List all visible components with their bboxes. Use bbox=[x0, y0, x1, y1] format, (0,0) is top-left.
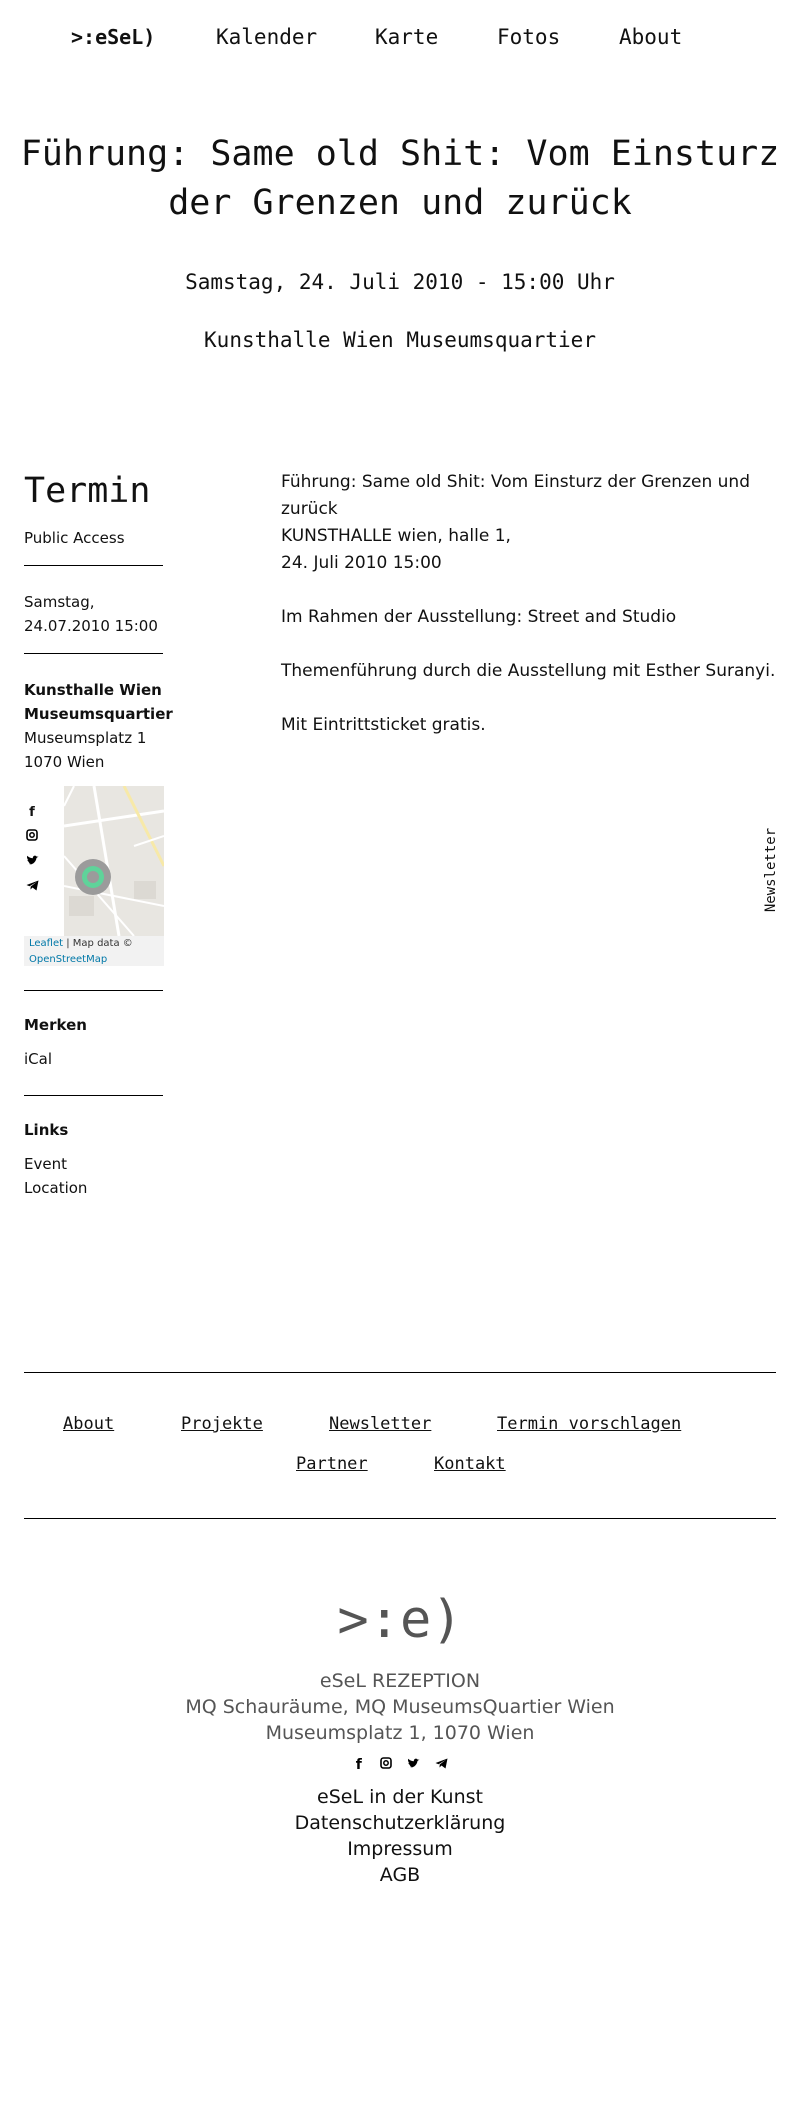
map-attribution bbox=[24, 936, 164, 966]
access-label: Public Access bbox=[24, 529, 125, 547]
event-sidebar bbox=[24, 466, 173, 1200]
instagram-icon[interactable] bbox=[375, 1757, 398, 1773]
sidebar-heading: Termin bbox=[24, 471, 151, 511]
event-link[interactable]: Event bbox=[24, 1155, 67, 1173]
links-heading: Links bbox=[24, 1121, 69, 1139]
social-and-map bbox=[24, 786, 164, 966]
footer-about-link[interactable]: About bbox=[63, 1414, 115, 1434]
telegram-icon[interactable] bbox=[430, 1757, 453, 1773]
newsletter-tab-label: Newsletter bbox=[763, 827, 779, 913]
sidebar-date bbox=[24, 590, 164, 638]
map-marker-icon[interactable] bbox=[75, 859, 111, 895]
nav-fotos[interactable]: Fotos bbox=[497, 25, 561, 49]
location-link[interactable]: Location bbox=[24, 1179, 88, 1197]
footer-divider-top bbox=[24, 1372, 776, 1373]
logo-link[interactable]: >:eSeL) bbox=[71, 25, 156, 49]
description-guide: Themenführung durch die Ausstellung mit Esther Suranyi. bbox=[281, 661, 776, 681]
ical-link[interactable]: iCal bbox=[24, 1050, 53, 1068]
description-intro bbox=[281, 469, 781, 577]
footer-bottom-links bbox=[0, 1784, 800, 1888]
venue-name-1: Kunsthalle Wien bbox=[24, 681, 162, 699]
location-map[interactable] bbox=[64, 786, 164, 936]
description-venue: KUNSTHALLE wien, halle 1, bbox=[281, 526, 511, 546]
event-title: Führung: Same old Shit: Vom Einsturz der Grenzen und zurück bbox=[20, 134, 780, 223]
footer-divider-bottom bbox=[24, 1518, 776, 1519]
nav-about[interactable]: About bbox=[619, 25, 683, 49]
map-data-label: | Map data © bbox=[63, 938, 133, 949]
description-title: Führung: Same old Shit: Vom Einsturz der Grenzen und zurück bbox=[281, 472, 750, 519]
footer-kunst-link[interactable]: eSeL in der Kunst bbox=[317, 1786, 483, 1808]
merken-heading: Merken bbox=[24, 1016, 87, 1034]
footer-agb-link[interactable]: AGB bbox=[379, 1864, 421, 1886]
divider bbox=[24, 565, 163, 566]
venue-street: Museumsplatz 1 bbox=[24, 729, 147, 747]
event-date: Samstag, 24. Juli 2010 - 15:00 Uhr bbox=[185, 270, 615, 294]
event-description bbox=[281, 469, 781, 766]
footer-address-name: eSeL REZEPTION bbox=[319, 1670, 481, 1692]
footer-newsletter-link[interactable]: Newsletter bbox=[329, 1414, 432, 1434]
venue-city: 1070 Wien bbox=[24, 753, 105, 771]
footer-projekte-link[interactable]: Projekte bbox=[181, 1414, 263, 1434]
footer-social bbox=[0, 1757, 800, 1773]
openstreetmap-link[interactable]: OpenStreetMap bbox=[29, 954, 108, 965]
footer-termin-vorschlagen-link[interactable]: Termin vorschlagen bbox=[497, 1414, 682, 1434]
twitter-icon[interactable] bbox=[24, 850, 40, 875]
sidebar-date-time: 24.07.2010 15:00 bbox=[24, 617, 158, 635]
leaflet-link[interactable]: Leaflet bbox=[29, 938, 64, 949]
divider bbox=[24, 653, 163, 654]
footer-partner-link[interactable]: Partner bbox=[296, 1454, 368, 1474]
facebook-icon[interactable]: f bbox=[355, 1757, 362, 1773]
footer-logo[interactable]: >:e) bbox=[337, 1590, 463, 1650]
facebook-icon[interactable]: f bbox=[29, 805, 35, 820]
newsletter-tab[interactable] bbox=[756, 826, 786, 926]
footer-datenschutz-link[interactable]: Datenschutzerklärung bbox=[294, 1812, 506, 1834]
footer-address bbox=[0, 1668, 800, 1746]
twitter-icon[interactable] bbox=[402, 1757, 425, 1773]
map-tiles bbox=[64, 786, 164, 936]
sidebar-venue bbox=[24, 678, 173, 774]
footer-impressum-link[interactable]: Impressum bbox=[347, 1838, 453, 1860]
instagram-icon[interactable] bbox=[24, 825, 40, 850]
footer-address-street: Museumsplatz 1, 1070 Wien bbox=[265, 1722, 535, 1744]
description-exhibition: Im Rahmen der Ausstellung: Street and Studio bbox=[281, 607, 677, 627]
sidebar-date-day: Samstag, bbox=[24, 593, 95, 611]
footer-kontakt-link[interactable]: Kontakt bbox=[434, 1454, 506, 1474]
footer-address-place: MQ Schauräume, MQ MuseumsQuartier Wien bbox=[185, 1696, 615, 1718]
description-ticket: Mit Eintrittsticket gratis. bbox=[281, 715, 486, 735]
telegram-icon[interactable] bbox=[24, 875, 40, 900]
divider bbox=[24, 1095, 163, 1096]
top-nav bbox=[0, 22, 800, 52]
venue-name-2: Museumsquartier bbox=[24, 705, 173, 723]
description-datetime: 24. Juli 2010 15:00 bbox=[281, 553, 442, 573]
nav-kalender[interactable]: Kalender bbox=[216, 25, 318, 49]
share-icons bbox=[24, 800, 40, 900]
event-location: Kunsthalle Wien Museumsquartier bbox=[204, 328, 596, 352]
divider bbox=[24, 990, 163, 991]
nav-karte[interactable]: Karte bbox=[375, 25, 439, 49]
